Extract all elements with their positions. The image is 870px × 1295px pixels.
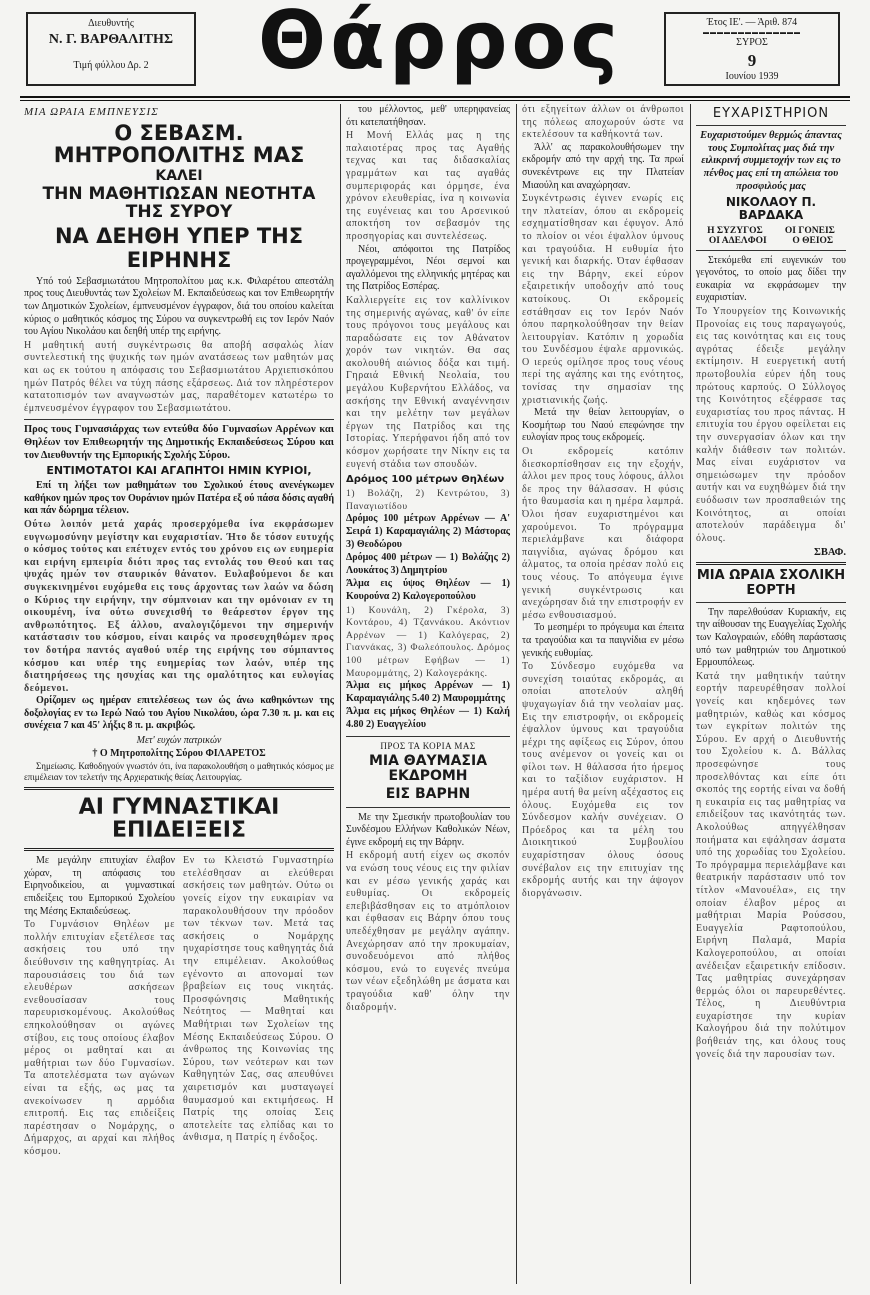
article-text: Καλλιεργείτε εις τον καλλίνικον της σημερινής αγώνας, καθ' όν είπε τους πρόγονοι τους μεγάλους και παραδώσατε εις τον Αθάνατον χορόν των νικητών. Θα σας ακολουθή αιώνιος δόξα και τιμή. Γηραιά Εθνική Νεολαία, του μεγάλου Κυβερνήτου Ελλάδος, να ασκήσης την Εθνική αναγέννησιν και την μελέτην των μεγάλων έργων της Πατρίδος και της Ιστορίας. Υπερήφανοι ήδη από τον κόσμον χωρήσατε την Νίκην εις τα ευγενή στάδια των σπουδών. [346, 294, 510, 470]
column-divider [516, 104, 517, 1284]
column-3 [522, 104, 684, 1289]
masthead-rule-thin [20, 100, 850, 101]
family-member: ΟΙ ΑΔΕΛΦΟΙ [708, 235, 767, 246]
director-box [26, 12, 196, 86]
article-paragraph: Ορίζομεν ως ημέραν επιτελέσεως των ώς άνω καθηκόντων της δοξολογίας εν τω Ιερώ Ναώ του Αγίου Νικολάου, ώρα 7.30 π. μ. και εις συνέχεια 7 και 45' λήξις 8 π. μ. ακριβώς. [24, 695, 334, 732]
article-paragraph: του μέλλοντος, μεθ' υπερηφανείας ότι κατεπατήθησαν. [346, 104, 510, 128]
headline: ΜΙΑ ΘΑΥΜΑΣΙΑ ΕΚΔΡΟΜΗ [368, 752, 488, 784]
signature: † Ο Μητροπολίτης Σύρου ΦΙΛΑΡΕΤΟΣ [92, 748, 266, 760]
race-title: Δρόμος 100 μέτρων Θηλέων [346, 474, 505, 486]
article-paragraph: Το μεσημέρι το πρόγευμα και έπειτα τα τραγούδια και τα παιγνίδια εν μέσω γενικής ευθυμίας. [522, 622, 684, 659]
column-4 [696, 104, 846, 1289]
article-paragraph: Την παρελθούσαν Κυριακήν, εις την αίθουσαν της Ευαγγελίας Σχολής των Καλογραιών, εδόθη παράστασις υπό των μαθητριών του Δημοτικού Ερμουπόλεως. [696, 606, 846, 669]
headline: ΜΙΑ ΩΡΑΙΑ ΣΧΟΛΙΚΗ ΕΟΡΤΗ [696, 568, 846, 598]
article-text: ότι εξηγείτων άλλων οι άνθρωποι της πόλεως αποχωρούν ώστε να εκτελέσουν τα καθήκοντά των. [522, 104, 684, 141]
director-label: Διευθυντής [88, 18, 134, 29]
column-main [24, 104, 334, 1289]
director-name: Ν. Γ. ΒΑΡΘΑΛΙΤΗΣ [48, 31, 174, 47]
race-results: Άλμα εις ύψος Θηλέων — 1) Κουρούνα 2) Καλογεροπούλου [346, 578, 510, 602]
column-divider [340, 104, 341, 1284]
article-paragraph: Νέοι, απόφοιτοι της Πατρίδος προγεγραμμένοι, Νέοι σεμνοί και αγαλλόμενοι της ελληνικής μητέρας και της Πατρίδος Εσπέρας. [346, 243, 510, 293]
price-label: Τιμή φύλλου Δρ. 2 [73, 60, 149, 71]
headline: ΕΥΧΑΡΙΣΤΗΡΙΟΝ [712, 106, 830, 121]
article-paragraph: Με την Σμεσικήν πρωτοβουλίαν του Συνδέσμου Ελλήνων Καθολικών Νέων, έγινε εκδρομή εις την Βάρην. [346, 811, 510, 848]
deceased-name: ΝΙΚΟΛΑΟΥ Π. ΒΑΡΔΑΚΑ [725, 195, 817, 223]
salutation: ΕΝΤΙΜΟΤΑΤΟΙ ΚΑΙ ΑΓΑΠΗΤΟΙ ΗΜΙΝ ΚΥΡΙΟΙ, [46, 464, 312, 478]
article-text: Το Σύνδεσμο ευχόμεθα να συνεχίση τοιαύτας εκδρομάς, αι οποίαι αποτελούν αληθή ψυχαγωγίαν διά την νεολαίαν μας. Εις την επιστροφήν, οι εκδρομείς έψαλλον ύμνους και τραγούδια μέχρι της αφίξεως εις Σύρον, όπου τους ανέμενον οι γονείς και οι φίλοι των. Η θάλασσα ήτο ήρεμος και το ταξίδιον ευχάριστον. Η ημέρα αυτή θα μείνη αξέχαστος εις όλους. Ευχόμεθα εις τον Σύνδεσμον καλήν συνέχειαν. Ο Πρόεδρος και τα μέλη του Διοικητικού Συμβουλίου ευχαρίστησαν όλους όσους συνέβαλον εις την επιτυχίαν της εκδρομής αυτής και την άψογον διοργάνωσιν. [522, 661, 684, 899]
article-text: Συγκέντρωσις έγινεν ενωρίς εις την πλατείαν, όπου αι εκδρομείς εσχηματίσθησαν και έφυγον. Από το πλοίον οι νέοι έψαλλον ύμνους και τραγούδια. Η ευθυμία ήτο γενική και διαρκής. Όταν έφθασαν εις την Βάρην, εκεί εύρον εξαιρετικήν υποδοχήν από τους κατοίκους. Οι εκδρομείς εστάθησαν εις τον Ιερόν Ναόν όπου παρηκολούθησαν την θείαν λειτουργίαν. Κατόπιν η χορωδία του Συνδέσμου έψαλε αρμονικώς. Ο ιερεύς ομίλησε προς τους νέους περί της αγάπης και της ενότητος, τονίσας την σημασίαν της χριστιανικής ζωής. [522, 193, 684, 406]
race-results: Δρόμος 400 μέτρων — 1) Βολάζης 2) Λουκάτος 3) Δημητρίου [346, 552, 510, 576]
masthead-rule [20, 96, 850, 98]
note: Σημείωσις. Καθοδηγούν γνωστόν ότι, ίνα παρακολουθήση ο μαθητικός κόσμος με επιμέλειαν τον τελετήν της Αρχιερατικής θείας Λειτουργίας. [24, 761, 334, 783]
race-results: 1) Βολάζη, 2) Κεντρώτου, 3) Παναγιωτίδου [346, 489, 510, 512]
article-paragraph: Άλλ' ας παρακολουθήσωμεν την εκδρομήν από την αρχή της. Τα πρωί συνεκέντρωνε εις την Πλατείαν Μιαούλη και αναχώρησαν. [522, 141, 684, 191]
race-results: 1) Κουνάλη, 2) Γκέρολα, 3) Κοντάρου, 4) Τζαννάκου. Ακόντιον Αρρένων — 1) Καλόγερας, 2) Γιαννάκας, 3) Φωλεόπουλος. Δρόμος 100 μέτρων Εφήβων — 1) Μαυρομμάτης, 2) Καλογεράκης. [346, 605, 510, 679]
article-text: Η εκδρομή αυτή είχεν ως σκοπόν να ενώση τους νέους εις την φιλίαν και εν μέσω γενικής χαράς και ευθυμίας. Οι εκδρομείς επεβιβάσθησαν εις το ατμόπλοιον και έφθασαν εις Βάρην όπου τους υπεδέχθησαν με μεγάλην αγάπην. Ανεχώρησαν από την προκυμαίαν, συνοδευόμενοι από πλήθος κόσμου, ενώ το ευγενές πνεύμα των νέων εξεδηλώθη με άσματα και τραγούδια καθ' όλην την διαδρομήν. [346, 850, 510, 1013]
article-paragraph: Υπό τού Σεβασμιωτάτου Μητροπολίτου μας κ.κ. Φιλαρέτου απεστάλη προς τους Διευθυντάς των Σχολείων Μ. Εκπαιδεύσεως και τον Επιθεωρητήν των Δημοτικών Σχολείων, έμπνευσμένον έγγραφον, διά του οποίου καλείται κύριος ο μαθητικός κόσμος της Σύρου να συγκεντρωθή εις τον Ιερόν Ναόν του Αγίου Νικολάου και δεηθή υπέρ της ειρήνης. [24, 275, 334, 338]
year-issue: Έτος ΙΕ'. — Άριθ. 874 [706, 17, 798, 28]
family-member: ΟΙ ΓΟΝΕΙΣ [784, 225, 835, 236]
column-divider [690, 104, 691, 1284]
article-text: Κατά την μαθητικήν ταύτην εορτήν παρευρέθησαν πολλοί γονείς και κηδεμόνες των μαθητριών, καθώς και κόσμος των εγκρίτων πολιτών της Σύρου. Εν αρχή ο Διευθυντής του Σχολείου κ. Δ. Βάλλας προσεφώνησε τους προσελθόντας και είπε ότι σκοπός της εορτής είναι να δοθή η ευκαιρία εις τας μαθητρίας να επιδείξουν τας ικανότητάς των. Ακολούθως απηγγέλθησαν ποιήματα και εψάλησαν άσματα υπό της χορωδίας του Σχολείου. Το πρόγραμμα περιελάμβανε και θεατρικήν παράστασιν υπό τον τίτλον «Μανουέλα», εις την οποίαν έλαβον μέρος αι μαθήτριαι Μαρία Ρούσσου, Ευαγγελία Ραφτοπούλου, Ειρήνη Παλαμά, Μαρία Καλογεροπούλου, αι οποίαι ανέδειξαν εξαιρετικήν επίδοσιν. Τας μαθητρίας συνεχάρησαν θερμώς όλοι οι παρευρεθέντες. Τέλος, η Διευθύντρια ευχαρίστησε την κυρίαν Καλογήρου διά την πολύτιμον βοήθειάν της, και όλους τους γονείς διά την παρουσίαν των. [696, 670, 846, 1060]
article-paragraph: Μετά την θείαν λειτουργίαν, ο Κοσμήτωρ του Ναού επεφώνησε την ευλογίαν προς τους εκδρομείς. [522, 407, 684, 444]
article-text: Η Μονή Ελλάς μας η της παλαιοτέρας προς τας Αγαθής τεχνας και τας διδασκαλίας γραμμάτων και τας αγαθάς συμπεριφοράς και όρμησε, ένα χρόνον ελευθερίας, ίνα η κοινωνία της ευγένειας και του Αρσενικού αποκτήση τον σεβασμόν της προσηγορίας και συντελέσεως. [346, 130, 510, 242]
headline: Ο ΣΕΒΑΣΜ. ΜΗΤΡΟΠΟΛΙΤΗΣ ΜΑΣ [53, 121, 305, 168]
article-paragraph: Στεκόμεθα επί ευγενικών του γεγονότος, το οποίο μας δίδει την ευκαιρία να εκφράσωμεν την ευχαριστίαν. [696, 254, 846, 304]
two-column-article [24, 855, 334, 1158]
headline: ΕΙΣ ΒΑΡΗΝ [385, 786, 471, 803]
section-kicker: ΠΡΟΣ ΤΑ ΚΟΡΙΑ ΜΑΣ [380, 740, 476, 751]
article-paragraph: Με μεγάλην επιτυχίαν έλαβον χώραν, τη απόφασις του Ειρηνοδικείου, αι γυμναστικαί επιδείξεις του Εμπορικού Σχολείου της Μέσης Εκπαιδεύσεως. [24, 855, 175, 917]
headline: ΑΙ ΓΥΜΝΑΣΤΙΚΑΙ ΕΠΙΔΕΙΞΕΙΣ [78, 795, 280, 844]
issue-month-year: Ιουνίου 1939 [725, 70, 779, 82]
headline: ΚΑΛΕΙ [155, 168, 203, 185]
column-2 [346, 104, 510, 1289]
issue-day: 9 [747, 50, 757, 70]
race-results: Άλμα εις μήκος Αρρένων — 1) Καραμαγιάλης 5.40 2) Μαυρομμάτης [346, 680, 510, 704]
article-text: Το Υπουργείον της Κοινωνικής Προνοίας εις τους παραγωγούς, εις τας κοινότητας και εις τους αγρότας έδειξε μεγάλην εκτίμησιν. Η ευεργετική αυτή πρωτοβουλία εύρεν ήδη τους πρώτους καρπούς. Ο Σύλλογος της Κοινότητος εξέφρασε τας ευχαριστίας του προς πάντας. Η επιτυχία του έργου οφείλεται εις την συνεργασίαν όλων και την καλήν διάθεσιν των πολιτών. Μας είναι ευχάριστον να σημειώσωμεν την πρόοδον αυτήν και να ευχηθώμεν διά την ευόδωσιν των προσπαθειών της Κοινότητος, αι οποίαι αποτελούν παράδειγμα δι' όλους. [696, 306, 846, 544]
family-member: Ο ΘΕΙΟΣ [792, 235, 834, 246]
article-text: Η μαθητική αυτή συγκέντρωσις θα αποβή ασφαλώς λίαν συντελεστική της ψυχικής των ημών ανατάσεως των μαθητών μας και ως εκ τούτου η απόφασις του Σεβασμιωτάτου Αρχιεπισκόπου ημών Πατρός θέλει να τύχη πάσης εξάρσεως. Διά τον πληρέστερον κατατοπισμόν των αναγνωστών μας, παραθέτομεν κατωτέρω το έμπνευσμένον έγγραφον του Σεβασμιωτάτου. [24, 339, 334, 414]
notice-text: Ευχαριστούμεν θερμώς άπαντας τους Συμπολίτας μας διά την ειλικρινή συμμετοχήν των εις το πένθος μας επί τη απώλεια του προσφιλούς μας [700, 130, 842, 192]
race-results: Άλμα εις μήκος Θηλέων — 1) Καλή 4.80 2) Ευαγγελίου [346, 706, 510, 730]
kicker: ΜΙΑ ΩΡΑΙΑ ΕΜΠΝΕΥΣΙΣ [24, 106, 159, 118]
place-label: ΣΥΡΟΣ [736, 37, 768, 48]
article-address: Προς τους Γυμνασιάρχας των εντεύθα δύο Γυμνασίων Αρρένων και Θηλέων τον Επιθεωρητήν της Δημοτικής Εκπαιδεύσεως Σύρου και τον Διευθυντήν της Εμπορικής Σχολής Σύρου. [24, 424, 334, 461]
issue-box: Έτος ΙΕ'. — Άριθ. 874 ▬▬▬▬▬▬▬▬▬▬▬▬▬▬ ΣΥΡΟΣ 9 Ιουνίου 1939 [664, 12, 840, 86]
article-text: Το Γυμνάσιον Θηλέων με πολλήν επιτυχίαν εξετέλεσε τας ασκήσεις του υπό την διεύθυνσιν της καθηγητρίας. Αι παρουσιάσεις του διά των ελευθέρων ασκήσεων ενεθουσίασαν τους παρευρισκομένους. Ακολούθως επηκολούθησαν οι αγώνες στίβου, εις τους οποίους έλαβον μέρος οι μαθηταί και αι μαθήτριαι των δύο Γυμνασίων. Τα αποτελέσματα των αγώνων είναι τα εξής, ως μας τα ανεκοίνωσεν η αρμόδια επιτροπή. Εις τας επιδείξεις παρέστησαν ο Νομάρχης, ο Δήμαρχος, αι αρχαί και πλήθος κόσμου. [24, 919, 175, 1157]
article-paragraph: Επί τη λήξει των μαθημάτων του Σχολικού έτους ανενέγκωμεν καθήκον ημών προς τον Ουράνιον ημών Πατέρα εξ ού πάσα δόσις αγαθή και πάν δώρημα τέλειον. [24, 480, 334, 517]
newspaper-title: Θάρρος [258, 0, 622, 87]
headline: ΤΗΝ ΜΑΘΗΤΙΩΣΑΝ ΝΕΟΤΗΤΑ ΤΗΣ ΣΥΡΟΥ [42, 184, 316, 222]
article-text: Εν τω Κλειστώ Γυμναστηρίω ετελέσθησαν αι ελεύθεραι ασκήσεις των μαθητών. Ούτω οι γονείς είχον την ευκαιρίαν να παρακολουθήσουν την πρόοδον των τέκνων των. Μετά τας ασκήσεις ο Νομάρχης ηυχαρίστησε τους καθηγητάς διά την επιμέλειαν. Ακολούθως εγένοντο αι απονομαί των βραβείων εις τους νικητάς. Προσφώνησις Μαθητικής Νεότητος — Μαθηταί και Μαθήτριαι των Σχολείων της Μέσης Εκπαιδεύσεως Σύρου. Ο άνθρωπος της Κοινωνίας της Σύρου, των νεότερων και των Καθηγητών Σας, σας απευθύνει χαιρετισμόν και μυσταγωγεί θαυμασμού και εκτιμήσεως. Η Πατρίς της οποίας Σεις αποτελείτε τας ελπίδας και το άνθισμα, η Πατρίς η ένδοξος. [183, 855, 334, 1144]
family-row [696, 236, 846, 246]
article-text: Ούτω λοιπόν μετά χαράς προσερχόμεθα ίνα εκφράσωμεν ευγνωμοσύνην μεγίστην και ευχαριστίαν. Ήτο δε τόσον ευτυχής ο κόσμος τούτος και επέτυχεν εντός του χρόνου εις ων ευημερία και ειρήνη εμπειρία διότι προς τας εντολάς του Θεού και τας ψυχάς ημών τον σταυρικόν θάνατον. Ευλαβούμενοι δε και συγκεκινημένοι ευχόμεθα εις τους άρχοντας των λαών να δώση ο Κύριος την ειρήνην, την σύμπνοιαν και την ομόνοιαν εν τη οικουμένη, ίνα ούτω συνεχισθή το θεάρεστον έργον της ανθρωπότητος. Εξ άλλου, αναλογιζόμενοι την σημερινήν κατάστασιν του κόσμου, είναι καιρός να προσευχηθώμεν προς τον δοτήρα παντός αγαθού υπέρ της ειρήνης του σύμπαντος κόσμου και υπέρ της ευημερίας των λαών, υπέρ της διατηρήσεως της ησυχίας και της ομαλότητος και ευλογίας δεόμενοι. [24, 518, 334, 694]
family-member: Η ΣΥΖΥΓΟΣ [707, 225, 763, 236]
family-row [696, 226, 846, 236]
masthead [0, 0, 870, 100]
article-text: Οι εκδρομείς κατόπιν διεσκορπίσθησαν εις την εξοχήν, άλλοι μεν προς τους λόφους, άλλοι δε προς την θάλασσαν. Η φύσις ήτο θαυμασία και η ημέρα λαμπρά. Όλοι ήσαν ευχαριστημένοι και χαρούμενοι. Το πρόγραμμα περιελάμβανε και διάφορα παιγνίδια, αγώνας δρόμου και άλματος, τα οποία ηρέσαν πολύ εις τους νέους. Το απόγευμα έγινε γενική συγκέντρωσις και ανεχώρησαν διά την επιστροφήν εν μέσω ενθουσιασμού. [522, 446, 684, 621]
headline: ΝΑ ΔΕΗΘΗ ΥΠΕΡ ΤΗΣ ΕΙΡΗΝΗΣ [54, 223, 304, 272]
author-initials: ΣΒΑΦ. [813, 547, 846, 559]
closing-line: Μετ' ευχών πατρικών [136, 735, 222, 747]
race-results: Δρόμος 100 μέτρων Αρρένων — Α' Σειρά 1) Καραμαγιάλης 2) Μάστορας 3) Θεοδώρου [346, 513, 510, 550]
